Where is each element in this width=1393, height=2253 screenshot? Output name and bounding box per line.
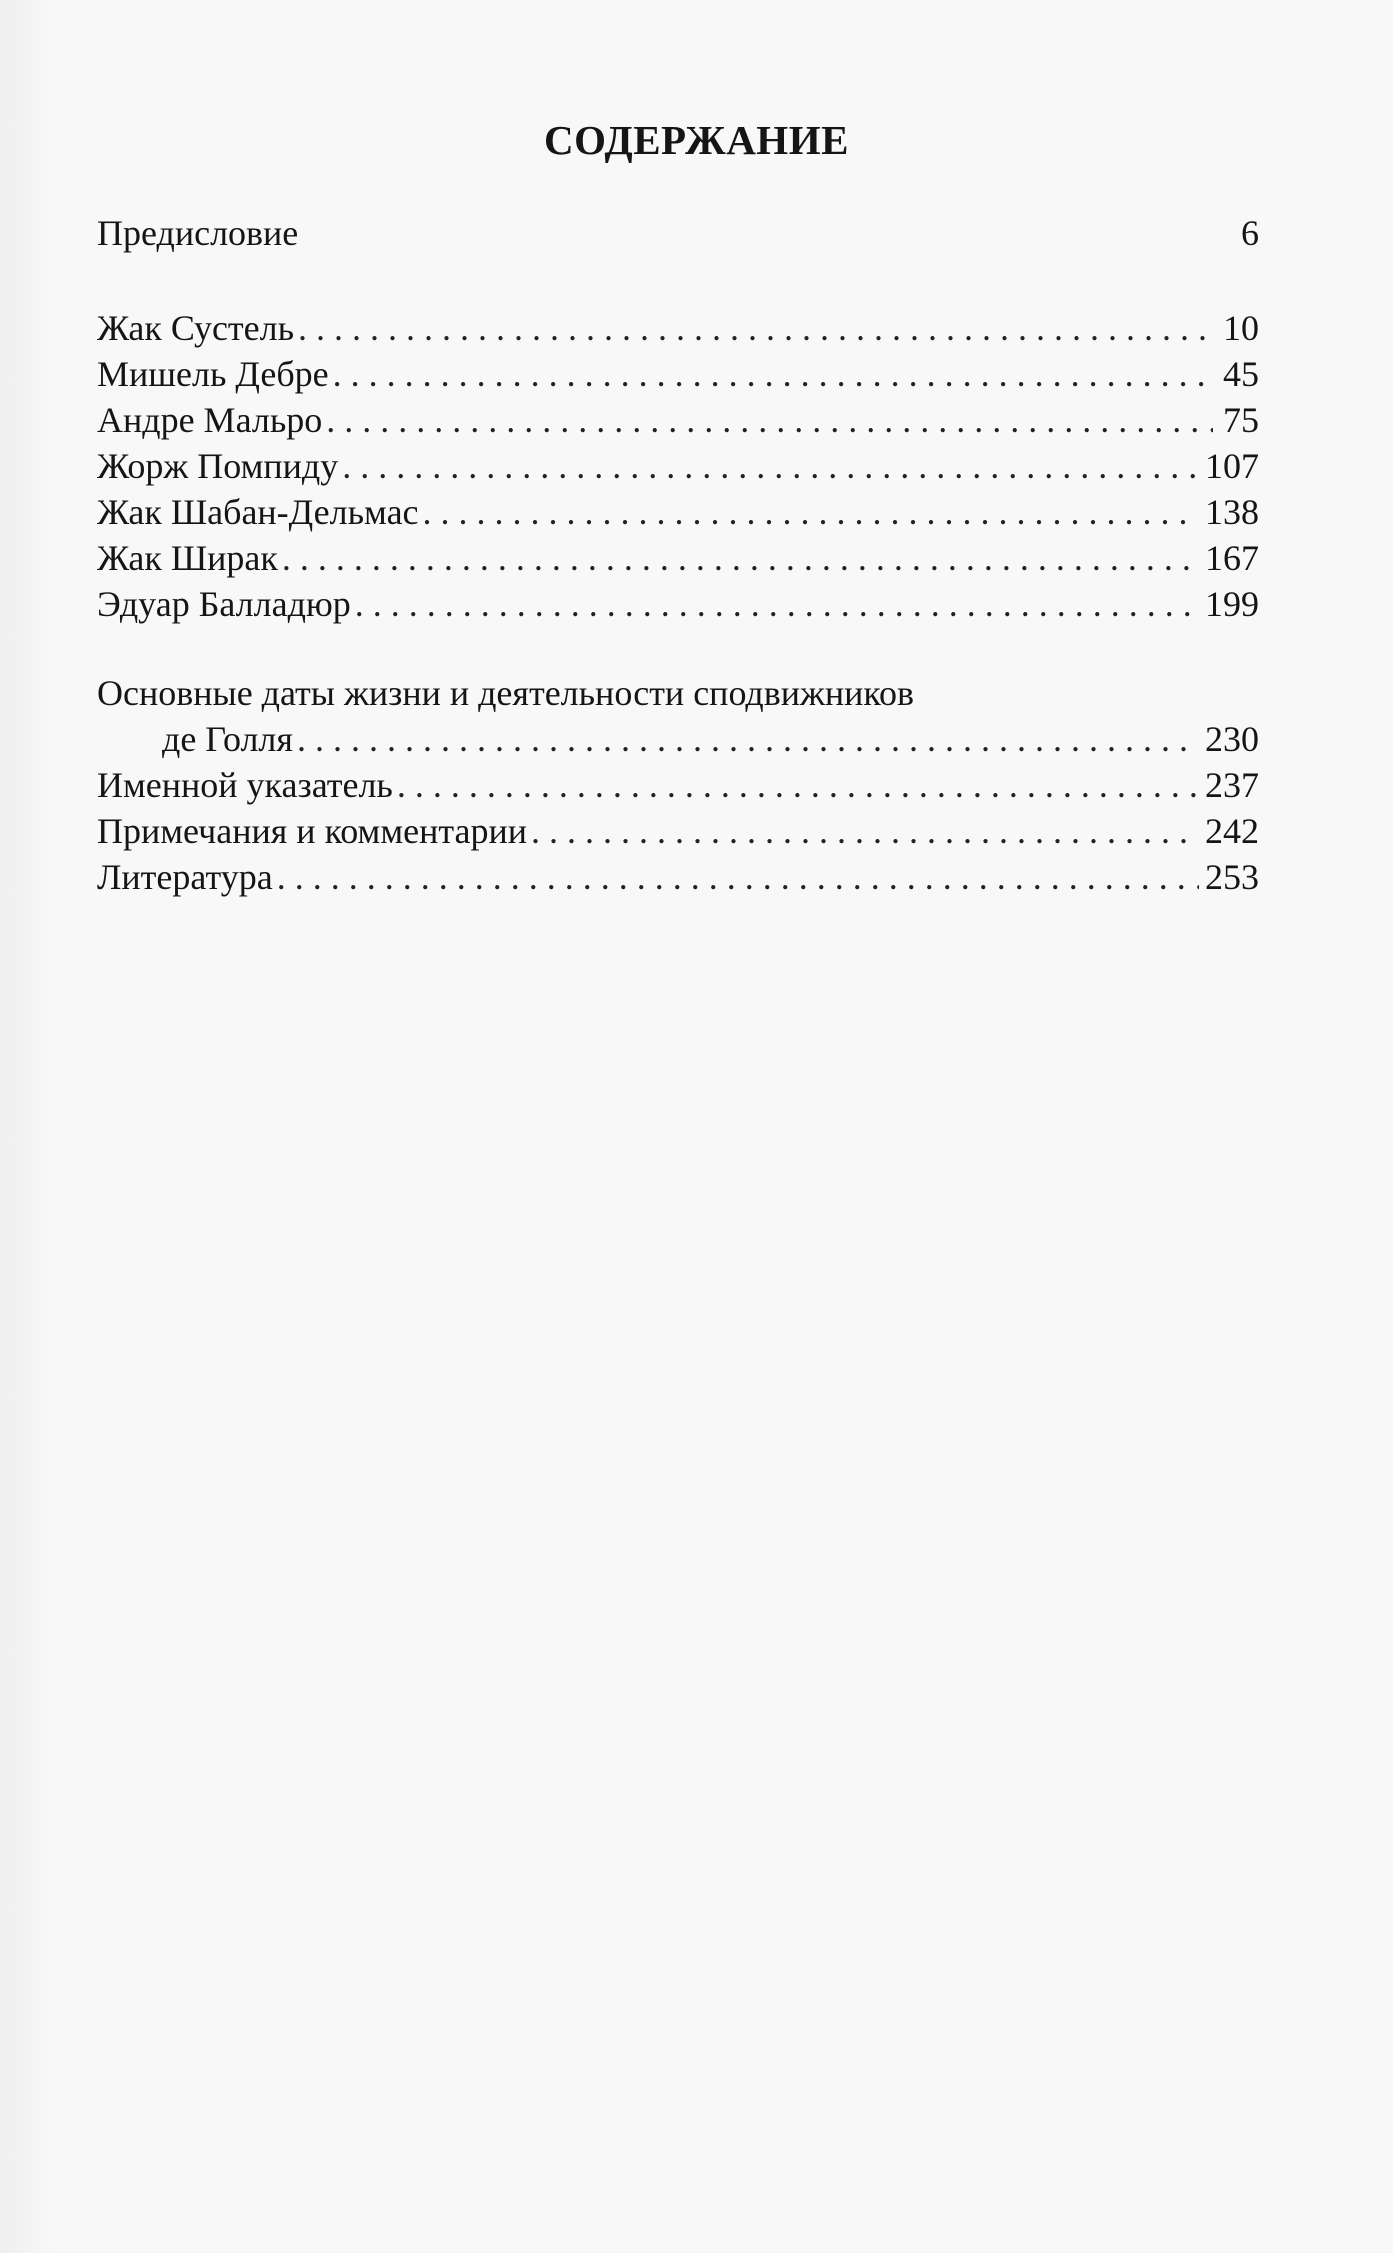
- toc-leader-dots: [423, 489, 1199, 535]
- toc-leader-dots: [298, 305, 1213, 351]
- toc-entry-chaban-delmas: [97, 489, 1259, 535]
- toc-leader-dots: [333, 351, 1213, 397]
- toc-leader-dots: [397, 762, 1199, 808]
- toc-entry-literature: [97, 854, 1259, 900]
- toc-entry-title: Примечания и комментарии: [97, 811, 528, 851]
- toc-entry-dates-line1: [97, 670, 1259, 716]
- toc-entry-debre: [97, 351, 1259, 397]
- toc-entry-name-index: [97, 762, 1259, 808]
- toc-entry-title: Андре Мальро: [97, 400, 323, 440]
- toc-leader-dots: [277, 854, 1199, 900]
- toc-entry-pompidou: [97, 443, 1259, 489]
- toc-leader-dots: [282, 535, 1199, 581]
- toc-entry-malraux: [97, 397, 1259, 443]
- toc-entry-notes: [97, 808, 1259, 854]
- toc-entry-dates: [97, 716, 1259, 762]
- toc-entry-page: 253: [1205, 857, 1259, 897]
- toc-entry-page: 138: [1205, 492, 1259, 532]
- toc-entry-title: Эдуар Балладюр: [97, 584, 351, 624]
- toc-entry-page: 167: [1205, 538, 1259, 578]
- toc-entry-page: 75: [1223, 400, 1259, 440]
- toc-entry-title: Основные даты жизни и деятельности сподвижников: [97, 673, 915, 713]
- toc-leader-dots: [326, 397, 1213, 443]
- toc-entry-chirac: [97, 535, 1259, 581]
- toc-entry-title: Жак Сустель: [97, 308, 295, 348]
- toc-entry-title: Предисловие: [97, 213, 299, 253]
- toc-leader-dots: [342, 443, 1199, 489]
- toc-entry-page: 45: [1223, 354, 1259, 394]
- toc-entry-page: 242: [1205, 811, 1259, 851]
- toc-entry-balladur: [97, 581, 1259, 627]
- toc-entry-title-continued: де Голля: [162, 719, 293, 759]
- toc-entry-page: 6: [1241, 213, 1259, 253]
- toc-leader-dots: [531, 808, 1199, 854]
- toc-entry-page: 230: [1205, 719, 1259, 759]
- toc-entry-page: 107: [1205, 446, 1259, 486]
- toc-leader-dots: [355, 581, 1199, 627]
- toc-entry-title: Жак Ширак: [97, 538, 278, 578]
- toc-entry-title: Жорж Помпиду: [97, 446, 339, 486]
- toc-entry-title: Именной указатель: [97, 765, 393, 805]
- toc-entry-preface: [97, 210, 1259, 256]
- page-title: СОДЕРЖАНИЕ: [544, 117, 849, 163]
- toc-entry-page: 237: [1205, 765, 1259, 805]
- toc-entry-title: Литература: [97, 857, 273, 897]
- toc-entry-page: 199: [1205, 584, 1259, 624]
- toc-entry-title: Мишель Дебре: [97, 354, 329, 394]
- toc-entry-page: 10: [1223, 308, 1259, 348]
- toc-entry-title: Жак Шабан-Дельмас: [97, 492, 419, 532]
- toc-leader-dots: [297, 716, 1199, 762]
- toc-entry-soustelle: [97, 305, 1259, 351]
